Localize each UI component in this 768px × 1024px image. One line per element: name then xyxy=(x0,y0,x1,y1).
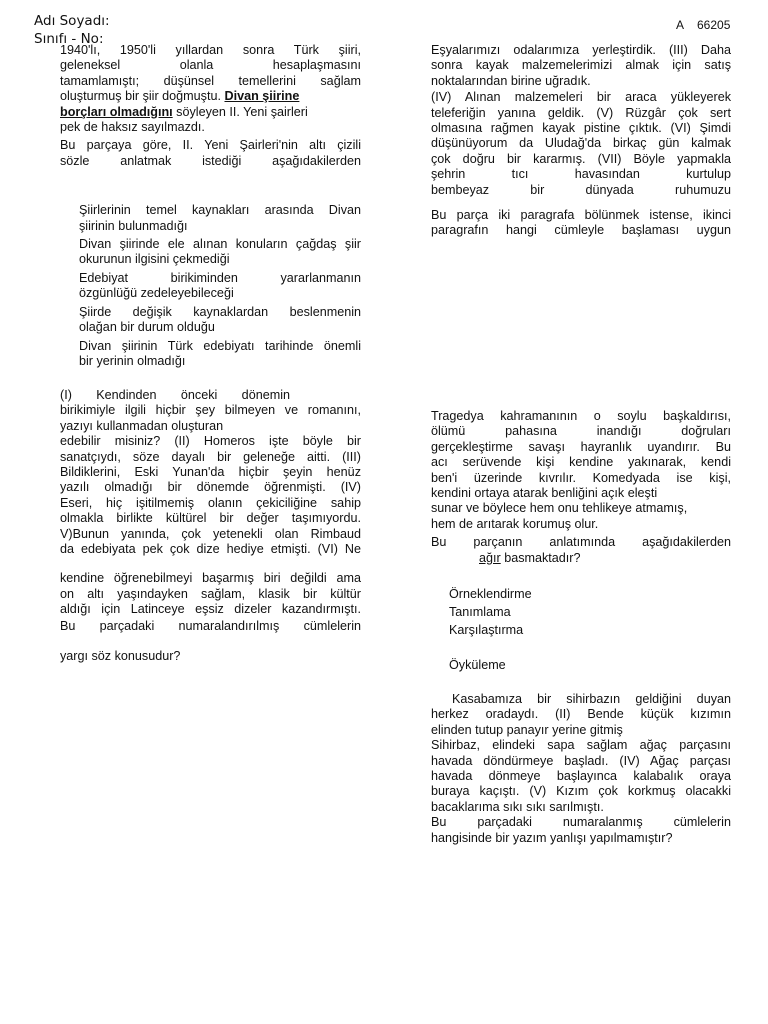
q3-line: noktalarından birine uğradık. xyxy=(431,73,591,88)
q4-options xyxy=(449,585,731,674)
q4-line: kendini ortaya atarak benliğini açık eleşti xyxy=(431,486,658,501)
name-label: Adı Soyadı: xyxy=(34,13,110,29)
q2-line: yazıyı kullanmadan oluşturan xyxy=(60,418,224,433)
q2-line: edebilir misiniz? (II) Homeros işte böyle bir xyxy=(60,434,361,449)
q5-line: havada dönmeye başlayınca kalabalık oraya xyxy=(431,769,731,784)
q2-line: olmakla birlikte kültürel bir değer taşımıyordu. xyxy=(60,511,361,526)
q4-line: sunar ve böylece hem onu tehlikeye atmamış, xyxy=(431,501,688,516)
q2-line: birikimiyle ilgili hiçbir şey bilmeyen ve romanını, xyxy=(60,403,361,418)
q5-line: herkez oradaydı. (II) Bende küçük kızımın xyxy=(431,707,731,722)
q1-underlined-phrase: borçları olmadığını xyxy=(60,104,173,119)
option-c[interactable]: Karşılaştırma xyxy=(449,623,524,638)
option-e[interactable] xyxy=(79,339,361,370)
q3-line: (IV) Alınan malzemeleri bir araca yükleyerek xyxy=(431,90,731,105)
q5-line: bacaklarıma sıkı sıkı sarılmıştı. xyxy=(431,799,604,814)
q2-line: (I) Kendinden önceki dönemin xyxy=(60,388,290,402)
q1-options xyxy=(79,203,361,369)
option-text: Edebiyat birikiminden yararlanmanın xyxy=(79,270,361,285)
option-text: bir yerinin olmadığı xyxy=(79,353,186,368)
q3-line: bembeyaz bir dünyada ruhumuzu xyxy=(431,182,731,197)
option-d[interactable] xyxy=(79,305,361,336)
exam-code: 66205 xyxy=(697,18,731,32)
q5-stem: Bu parçadaki numaralanmış cümlelerin xyxy=(431,815,731,830)
option-a[interactable]: Örneklendirme xyxy=(449,587,532,602)
q3-line: sonra kayak malzemelerimizi almak için satış xyxy=(431,58,731,73)
q2-stem: yargı söz konusudur? xyxy=(60,649,181,664)
q2-line: aldığı için Latinceye eşsiz dizeler kazandırmıştı. xyxy=(60,602,361,617)
option-text: şiirinin bulunmadığı xyxy=(79,218,188,233)
option-text: Şiirlerinin temel kaynakları arasında Divan xyxy=(79,203,361,218)
q5-line: Sihirbaz, elindeki sapa sağlam ağaç parçasını xyxy=(431,738,731,753)
q4-stem: Bu parçanın anlatımında aşağıdakilerden xyxy=(431,535,731,550)
option-b[interactable]: Tanımlama xyxy=(449,605,511,620)
question-3 xyxy=(431,43,731,239)
q2-line: da edebiyata pek çok dize hediye etmişti. (VI) Ne xyxy=(60,542,361,557)
q3-line: düşünüyorum da Uludağ'da birkaç gün kalmak xyxy=(431,136,731,151)
question-4 xyxy=(431,409,731,674)
q1-line: tamamlamıştı; düşünsel temellerini sağlam xyxy=(60,73,361,88)
q3-stem: Bu parça iki paragrafa bölünmek istense, ikinci xyxy=(431,208,731,223)
q3-line: olmasına rağmen kayak pistine çıktık. (VI) Şimdi xyxy=(431,121,731,136)
option-text: Divan şiirinde ele alınan konuların çağdaş şiir xyxy=(79,237,361,252)
q3-stem: paragrafın hangi cümleyle başlaması uygun xyxy=(431,223,731,238)
q4-stem-underlined: ağır xyxy=(479,550,501,565)
q4-line: Tragedya kahramanının o soylu başkaldırısı, xyxy=(431,409,731,423)
q3-line: çok doğru bir kararmış. (VII) Böyle yapmakla xyxy=(431,151,731,166)
option-text: okurunun ilgisini çekmediği xyxy=(79,252,230,267)
q4-line: hem de arıtarak korumuş olur. xyxy=(431,516,599,531)
option-c[interactable] xyxy=(79,271,361,302)
q3-line: şehrin tıcı havasından kurtulup xyxy=(431,167,731,182)
q4-line: gerçekleştirme savaşı hayranlık uyandırır. Bu xyxy=(431,439,731,454)
q5-line: Kasabamıza bir sihirbazın geldiğini duyan xyxy=(452,692,731,706)
question-2 xyxy=(60,388,361,665)
q3-line: teleferiğin yanına geldik. (V) Rüzgâr çok sert xyxy=(431,105,731,120)
q5-line: buraya kaçıştı. (V) Kızım çok korkmuş olacakki xyxy=(431,784,731,799)
q2-line: Eseri, hiç işitilmemiş olanın çekiciliğine sahip xyxy=(60,495,361,510)
booklet-type: A xyxy=(676,18,685,32)
q2-stem: Bu parçadaki numaralandırılmış cümlelerin xyxy=(60,618,361,633)
q2-line: Bildiklerini, Eski Yunan'da hiçbir şeyin henüz xyxy=(60,465,361,480)
q2-continuation xyxy=(60,571,361,617)
q4-line: ben'i üzerinde kıvrılır. Komedyada ise kişi, xyxy=(431,470,731,485)
option-text: Şiirde değişik kaynaklardan beslenmenin xyxy=(79,304,361,319)
q2-line: V)Bunun yanında, çok yetenekli olan Rimbaud xyxy=(60,526,361,541)
option-text: Divan şiirinin Türk edebiyatı tarihinde önemli xyxy=(79,338,361,353)
q1-stem: sözle anlatmak istediği aşağıdakilerden xyxy=(60,153,361,168)
option-text: olağan bir durum olduğu xyxy=(79,320,215,335)
q1-underlined-phrase: Divan şiirine xyxy=(224,89,300,104)
q1-line xyxy=(60,89,361,104)
option-a[interactable] xyxy=(79,203,361,234)
option-text: özgünlüğü zedeleyebileceği xyxy=(79,286,234,301)
q3-line: Eşyalarımızı odalarımıza yerleştirdik. (III) Daha xyxy=(431,43,731,57)
q5-line: elinden tutup panayır yerine gitmiş xyxy=(431,722,623,737)
q2-line: yazılı olmadığı bir dönemde öğrenmişti. (IV) xyxy=(60,480,361,495)
q2-line: sanatçıydı, söze dayalı bir geleneğe aitti. (III) xyxy=(60,449,361,464)
class-label: Sınıfı - No: xyxy=(34,31,104,47)
q1-line xyxy=(60,105,361,120)
q1-stem: Bu parçaya göre, II. Yeni Şairleri'nin altı çizili xyxy=(60,138,361,153)
q2-line: on altı yaşındayken sağlam, klasik bir kültür xyxy=(60,586,361,601)
q4-stem xyxy=(479,551,731,566)
question-5 xyxy=(431,692,731,846)
q4-stem-text: basmaktadır? xyxy=(504,550,581,565)
q4-line: ölümü pahasına inandığı doğruları xyxy=(431,424,731,439)
q5-line: havada döndürmeye başladı. (IV) Ağaç parçası xyxy=(431,753,731,768)
option-d[interactable]: Öyküleme xyxy=(449,658,506,673)
q1-line: 1940'lı, 1950'li yıllardan sonra Türk şiiri, xyxy=(60,43,361,57)
q2-line: kendine öğrenebilmeyi başarmış biri değildi ama xyxy=(60,571,361,586)
q5-stem: hangisinde bir yazım yanlışı yapılmamıştır? xyxy=(431,830,673,845)
q3-continuation xyxy=(431,90,731,198)
q1-line-text: söyleyen II. Yeni şairleri xyxy=(176,104,308,119)
q1-line: geleneksel olanla hesaplaşmasını xyxy=(60,58,361,73)
q1-line: pek de haksız sayılmazdı. xyxy=(60,120,205,135)
q1-line-text: oluşturmuş bir şiir doğmuştu. xyxy=(60,89,221,104)
question-1 xyxy=(60,43,361,369)
q4-line: acı serüvende kişi kendine yakınarak, kendi xyxy=(431,455,731,470)
option-b[interactable] xyxy=(79,237,361,268)
